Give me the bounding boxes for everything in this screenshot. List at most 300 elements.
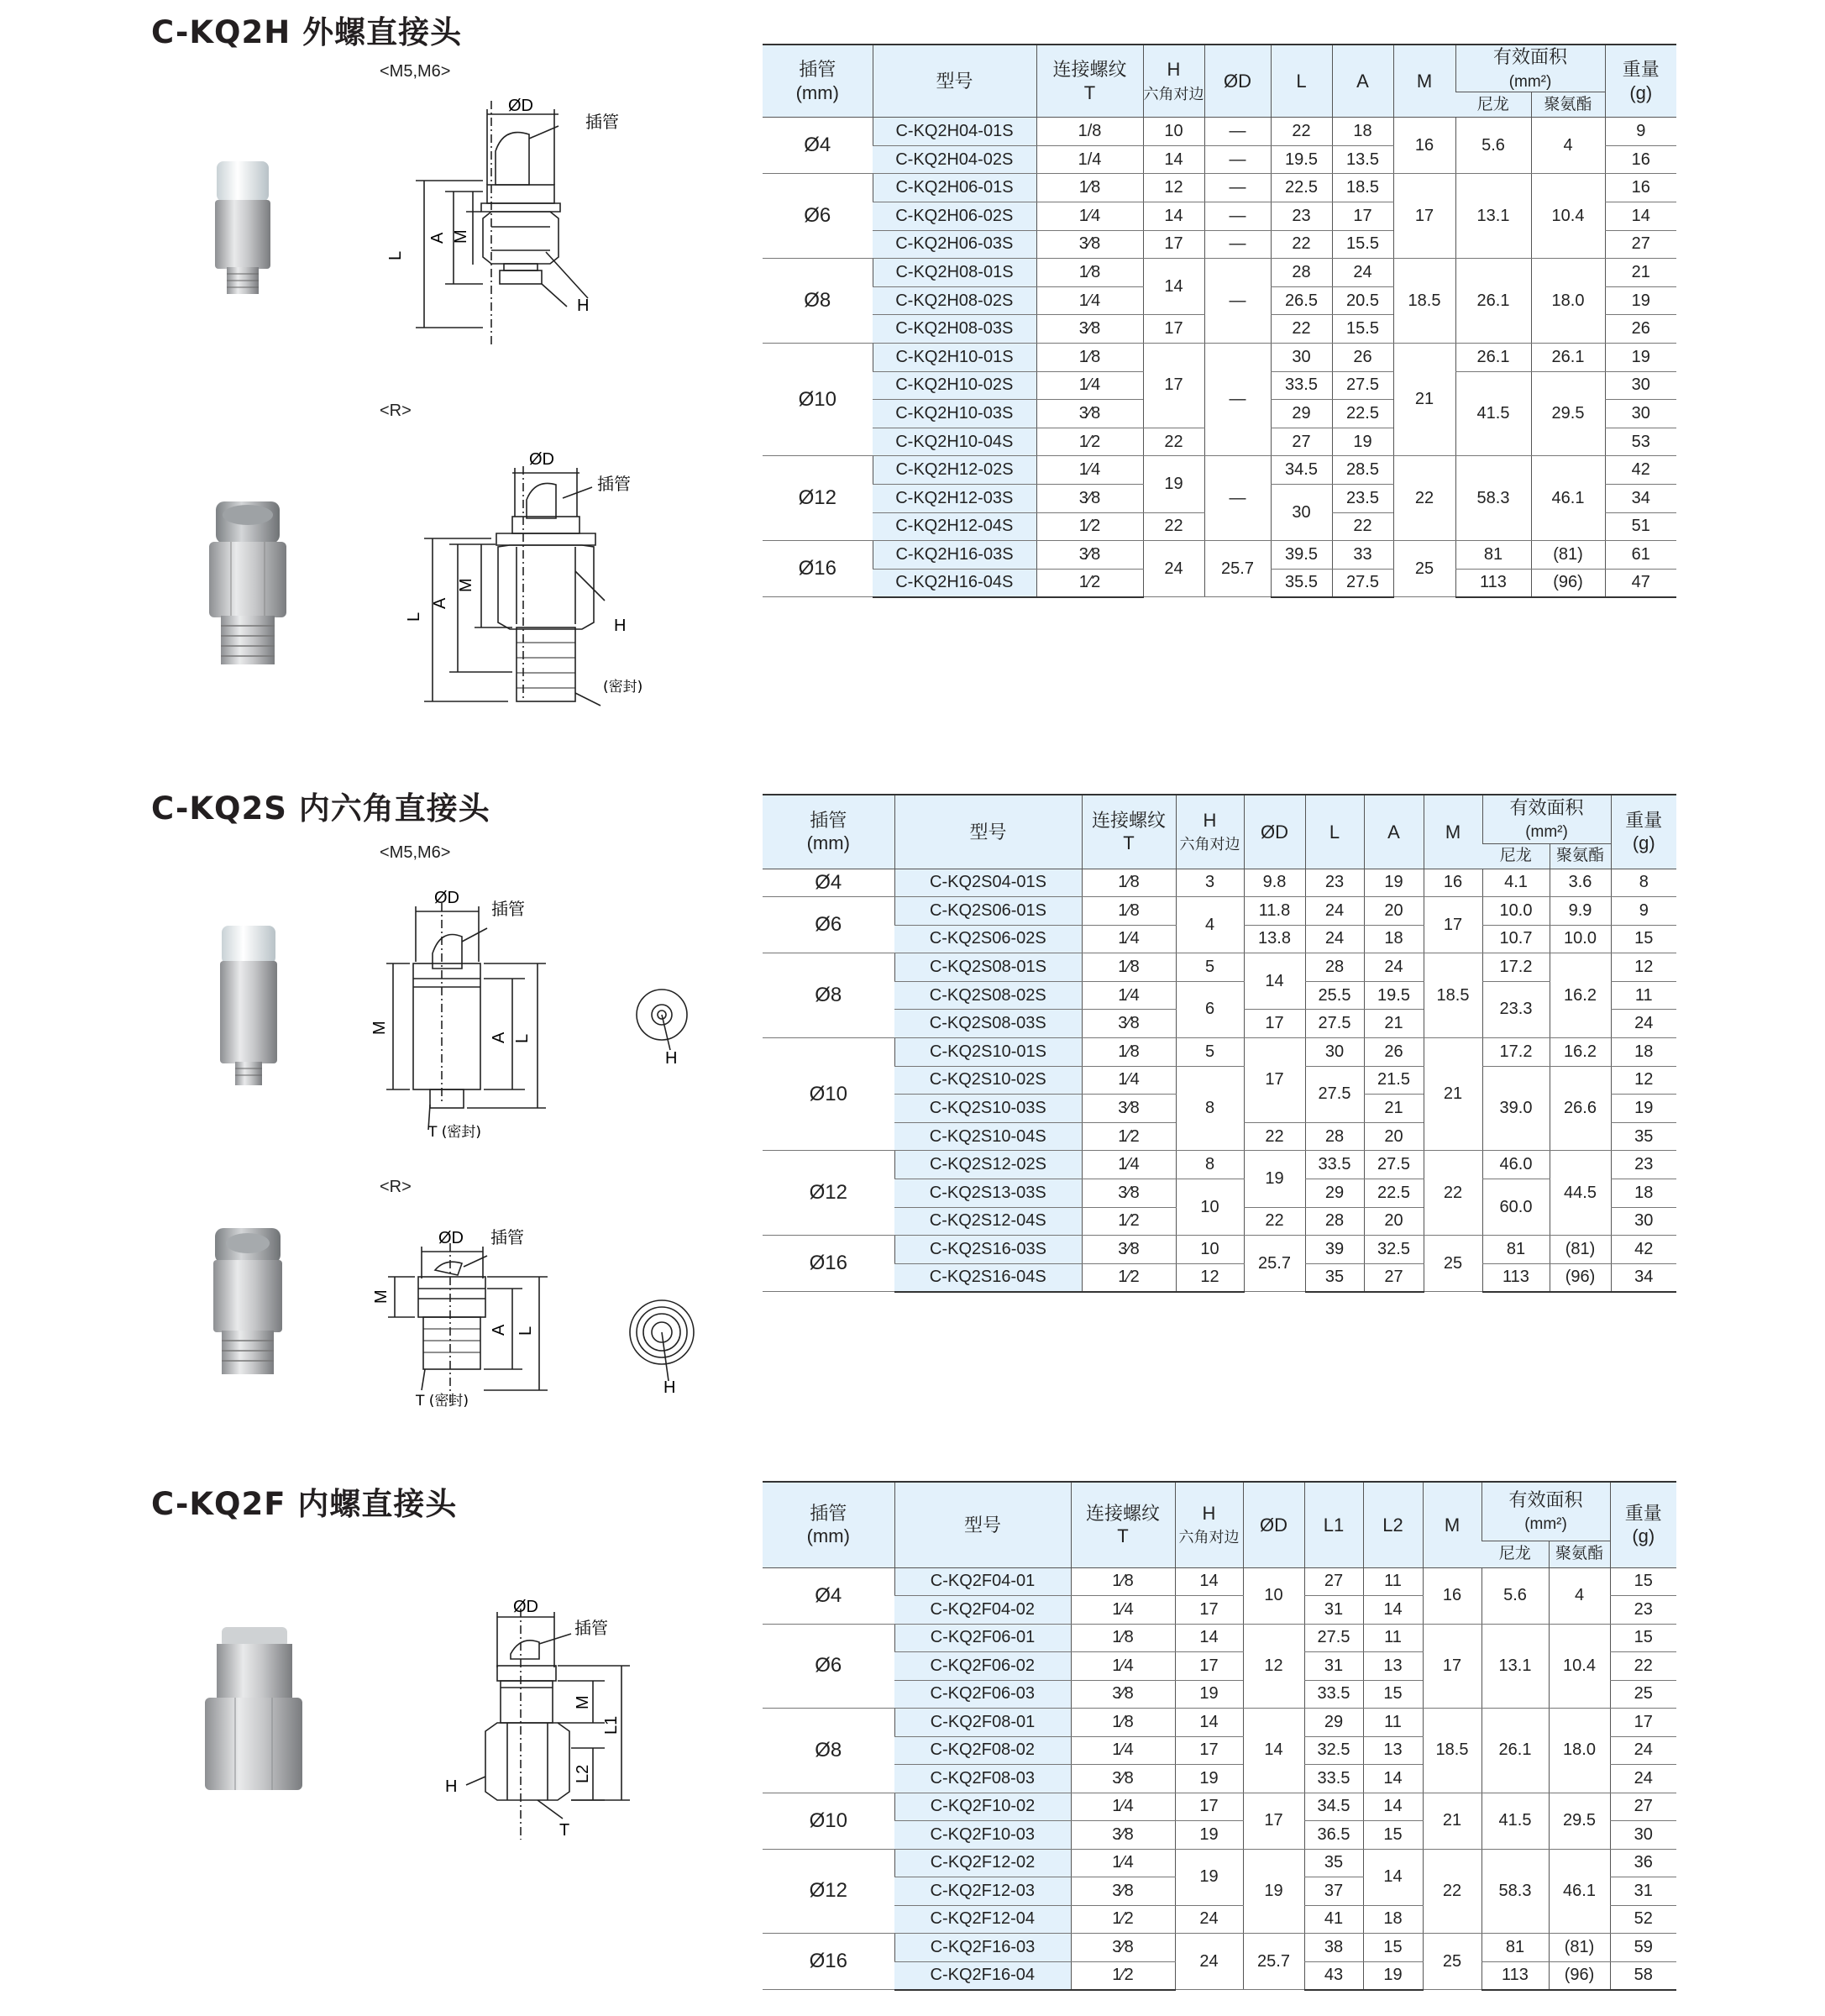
table-cell: 27 (1605, 230, 1676, 259)
fitting-photo-kq2s-r (210, 1226, 286, 1378)
table-cell: 17 (1143, 344, 1204, 428)
table-cell: 23 (1610, 1596, 1676, 1625)
header-thread: 连接螺纹 T (1082, 795, 1176, 869)
table-cell: 3⁄8 (1071, 1877, 1175, 1906)
table-cell: 36.5 (1304, 1821, 1363, 1850)
table-cell: 14 (1143, 259, 1204, 315)
table-cell: 1⁄8 (1071, 1567, 1175, 1596)
table-cell: 10.4 (1549, 1624, 1610, 1709)
table-cell: — (1204, 202, 1271, 231)
table-cell: 24 (1143, 541, 1204, 597)
table-cell: Ø12 (763, 1849, 894, 1934)
table-row (763, 1263, 1676, 1292)
table-cell: Ø10 (763, 344, 873, 456)
table-cell: 35 (1611, 1122, 1676, 1151)
table-cell: 1/4 (1036, 145, 1143, 174)
table-cell: 14 (1143, 145, 1204, 174)
label-seal: (密封) (603, 679, 643, 696)
table-cell: 1⁄2 (1036, 512, 1143, 541)
table-cell: 25 (1423, 1934, 1482, 1990)
header-weight: 重量 (g) (1605, 45, 1676, 118)
table-cell: 46.0 (1482, 1151, 1550, 1179)
table-cell: 27 (1271, 428, 1332, 456)
header-polyurethane: 聚氨酯 (1550, 843, 1611, 869)
table-row (763, 869, 1676, 897)
table-cell: 19 (1175, 1821, 1243, 1850)
table-cell: 11 (1611, 981, 1676, 1010)
table-cell: 58.3 (1455, 456, 1531, 541)
table-cell: 1⁄2 (1082, 1263, 1176, 1292)
table-cell: 4 (1531, 118, 1605, 174)
header-nylon: 尼龙 (1455, 92, 1531, 118)
table-cell: 81 (1455, 541, 1531, 570)
table-cell: 1⁄4 (1071, 1596, 1175, 1625)
fitting-photo-kq2h-r (206, 500, 290, 668)
table-cell: 30 (1605, 400, 1676, 428)
table-cell: 39.0 (1482, 1066, 1550, 1151)
table-cell: 17 (1175, 1793, 1243, 1821)
model-cell: C-KQ2H10-02S (873, 371, 1036, 400)
table-cell: 19 (1244, 1151, 1305, 1207)
table-cell: 17 (1244, 1038, 1305, 1123)
table-cell: 21.5 (1364, 1066, 1424, 1095)
model-cell: C-KQ2H16-04S (873, 569, 1036, 597)
header-tube: 插管 (mm) (763, 795, 894, 869)
table-cell: 11 (1363, 1624, 1423, 1652)
header-a: A (1364, 795, 1424, 869)
table-cell: 14 (1363, 1765, 1423, 1793)
table-cell: 43 (1304, 1961, 1363, 1990)
table-cell: 31 (1304, 1652, 1363, 1681)
table-cell: 17 (1332, 202, 1393, 231)
table-cell: 14 (1363, 1849, 1423, 1905)
header-od: ØD (1243, 1482, 1304, 1567)
table-cell: 19 (1243, 1849, 1304, 1934)
label-od: ØD (529, 450, 554, 469)
table-cell: 12 (1176, 1263, 1244, 1292)
table-cell: 3⁄8 (1071, 1934, 1175, 1962)
model-cell: C-KQ2H08-02S (873, 286, 1036, 315)
table-cell: 21 (1364, 1095, 1424, 1123)
table-cell: 18.5 (1423, 1709, 1482, 1793)
table-cell: 22.5 (1271, 174, 1332, 202)
label-m: M (370, 1021, 389, 1035)
table-cell: 12 (1143, 174, 1204, 202)
label-tube: 插管 (490, 1227, 524, 1247)
model-cell: C-KQ2F10-02 (894, 1793, 1071, 1821)
header-l: L (1271, 45, 1332, 118)
header-hex: H 六角对边 (1175, 1482, 1243, 1567)
table-cell: 3⁄8 (1036, 541, 1143, 570)
table-cell: 22 (1271, 118, 1332, 146)
table-cell: 28 (1305, 953, 1364, 982)
table-cell: 10 (1143, 118, 1204, 146)
table-cell: 33.5 (1304, 1765, 1363, 1793)
table-cell: (81) (1550, 1236, 1611, 1264)
fitting-photo-kq2h-m5 (210, 160, 277, 302)
table-cell: 60.0 (1482, 1179, 1550, 1236)
table-cell: 27 (1610, 1793, 1676, 1821)
header-a: A (1332, 45, 1393, 118)
table-cell: 46.1 (1531, 456, 1605, 541)
table-cell: 23 (1305, 869, 1364, 897)
model-cell: C-KQ2H12-03S (873, 484, 1036, 512)
label-m: M (452, 229, 470, 244)
table-cell: 3⁄8 (1082, 1010, 1176, 1038)
table-cell: 21 (1605, 259, 1676, 287)
table-cell: 17 (1143, 230, 1204, 259)
label-h: H (577, 297, 590, 315)
table-cell: 17 (1143, 315, 1204, 344)
table-cell: 3⁄8 (1082, 1236, 1176, 1264)
table-cell: 3⁄8 (1082, 1179, 1176, 1208)
table-cell: 28 (1271, 259, 1332, 287)
table-cell: 16 (1423, 1567, 1482, 1624)
table-cell: 35.5 (1271, 569, 1332, 597)
label-tube: 插管 (574, 1618, 608, 1638)
table-cell: 1⁄8 (1071, 1709, 1175, 1737)
table-cell: 34 (1611, 1263, 1676, 1292)
table-cell: — (1204, 145, 1271, 174)
table-cell: 4 (1176, 897, 1244, 953)
table-cell: (81) (1531, 541, 1605, 570)
table-row (763, 541, 1676, 570)
table-cell: 25 (1393, 541, 1455, 597)
table-cell: 29 (1304, 1709, 1363, 1737)
label-l1: L1 (602, 1715, 621, 1735)
model-cell: C-KQ2F06-01 (894, 1624, 1071, 1652)
table-cell: 1⁄4 (1036, 202, 1143, 231)
table-cell: 18 (1611, 1038, 1676, 1067)
table-cell: 26.1 (1455, 344, 1531, 372)
model-cell: C-KQ2H06-02S (873, 202, 1036, 231)
table-cell: 14 (1175, 1624, 1243, 1652)
table-row (763, 953, 1676, 982)
table-cell: 35 (1305, 1263, 1364, 1292)
model-cell: C-KQ2F08-01 (894, 1709, 1071, 1737)
header-l: L (1305, 795, 1364, 869)
table-cell: 18 (1363, 1905, 1423, 1934)
table-cell: 5.6 (1455, 118, 1531, 174)
table-cell: 26.1 (1482, 1709, 1549, 1793)
table-cell: 1⁄4 (1082, 1151, 1176, 1179)
table-cell: 44.5 (1550, 1151, 1611, 1236)
table-cell: 3⁄8 (1036, 400, 1143, 428)
model-cell: C-KQ2F16-04 (894, 1961, 1071, 1990)
table-cell: 14 (1363, 1793, 1423, 1821)
header-thread: 连接螺纹 T (1036, 45, 1143, 118)
table-row (763, 1793, 1676, 1821)
variant-label-r: <R> (380, 402, 412, 420)
model-cell: C-KQ2S16-03S (894, 1236, 1082, 1264)
table-row (763, 1151, 1676, 1179)
table-cell: 17 (1175, 1736, 1243, 1765)
table-cell: 19 (1363, 1961, 1423, 1990)
table-cell: 5.6 (1482, 1567, 1549, 1624)
header-od: ØD (1204, 45, 1271, 118)
header-tube: 插管 (mm) (763, 1482, 894, 1567)
table-cell: 16.2 (1550, 953, 1611, 1038)
table-cell: 28 (1305, 1207, 1364, 1236)
table-cell: 30 (1610, 1821, 1676, 1850)
table-row (763, 259, 1676, 287)
table-cell: 14 (1243, 1709, 1304, 1793)
table-cell: 42 (1611, 1236, 1676, 1264)
label-l: L (405, 612, 423, 622)
table-cell: 21 (1423, 1793, 1482, 1849)
table-cell: 20.5 (1332, 286, 1393, 315)
header-m: M (1424, 795, 1482, 869)
table-cell: 22 (1423, 1849, 1482, 1934)
table-cell: 15 (1611, 925, 1676, 953)
header-m: M (1423, 1482, 1482, 1567)
table-cell: 1⁄4 (1071, 1793, 1175, 1821)
label-seal: T (密封) (416, 1393, 469, 1410)
table-cell: 12 (1611, 1066, 1676, 1095)
table-cell: 19 (1175, 1680, 1243, 1709)
table-cell: 26.6 (1550, 1066, 1611, 1151)
table-cell: 1⁄4 (1082, 1066, 1176, 1095)
model-cell: C-KQ2S10-04S (894, 1122, 1082, 1151)
variant-label-m5m6: <M5,M6> (380, 62, 451, 81)
table-cell: 11 (1363, 1567, 1423, 1596)
table-cell: 14 (1143, 202, 1204, 231)
header-area: 有效面积 (mm²) (1455, 45, 1605, 92)
label-m: M (574, 1695, 592, 1709)
table-cell: 29 (1305, 1179, 1364, 1208)
model-cell: C-KQ2F04-01 (894, 1567, 1071, 1596)
table-cell: 22 (1143, 428, 1204, 456)
table-cell: 20 (1364, 1207, 1424, 1236)
table-cell: 81 (1482, 1236, 1550, 1264)
table-cell: 24 (1175, 1934, 1243, 1990)
header-l2: L2 (1363, 1482, 1423, 1567)
table-cell: 19 (1611, 1095, 1676, 1123)
table-cell: 24 (1305, 925, 1364, 953)
table-cell: 10 (1176, 1179, 1244, 1236)
table-cell: 25.7 (1204, 541, 1271, 597)
table-cell: 6 (1176, 981, 1244, 1037)
label-od: ØD (438, 1229, 464, 1247)
header-model: 型号 (894, 795, 1082, 869)
table-cell: 30 (1271, 344, 1332, 372)
table-cell: 41 (1304, 1905, 1363, 1934)
table-cell: 33.5 (1305, 1151, 1364, 1179)
table-cell: 25 (1610, 1680, 1676, 1709)
table-row (763, 174, 1676, 202)
table-row (763, 1849, 1676, 1877)
table-cell: 17 (1424, 897, 1482, 953)
section-title-kq2h: C-KQ2H 外螺直接头 (151, 14, 463, 50)
table-cell: 1⁄2 (1082, 1207, 1176, 1236)
table-cell: 17 (1175, 1596, 1243, 1625)
model-cell: C-KQ2S12-04S (894, 1207, 1082, 1236)
model-cell: C-KQ2H06-01S (873, 174, 1036, 202)
table-cell: 51 (1605, 512, 1676, 541)
table-cell: 1⁄8 (1036, 344, 1143, 372)
table-cell: — (1204, 259, 1271, 344)
table-cell: 47 (1605, 569, 1676, 597)
label-od: ØD (508, 97, 533, 115)
table-cell: 8 (1611, 869, 1676, 897)
table-cell: 52 (1610, 1905, 1676, 1934)
table-cell: 10.0 (1482, 897, 1550, 926)
model-cell: C-KQ2H08-01S (873, 259, 1036, 287)
table-cell: 26.5 (1271, 286, 1332, 315)
table-cell: 25.7 (1244, 1236, 1305, 1292)
model-cell: C-KQ2F08-03 (894, 1765, 1071, 1793)
label-t: T (559, 1821, 570, 1840)
table-cell: 29.5 (1549, 1793, 1610, 1849)
table-cell: 26 (1364, 1038, 1424, 1067)
label-od: ØD (434, 889, 459, 907)
table-cell: 1⁄2 (1082, 1122, 1176, 1151)
table-cell: 1⁄4 (1036, 456, 1143, 485)
table-cell: 22.5 (1332, 400, 1393, 428)
table-cell: 39 (1305, 1236, 1364, 1264)
label-od: ØD (513, 1598, 538, 1616)
table-cell: — (1204, 456, 1271, 541)
label-m: M (372, 1289, 391, 1304)
model-cell: C-KQ2F08-02 (894, 1736, 1071, 1765)
table-cell: 11 (1363, 1709, 1423, 1737)
table-cell: 1⁄8 (1082, 953, 1176, 982)
table-cell: 16 (1393, 118, 1455, 174)
table-cell: Ø6 (763, 174, 873, 259)
model-cell: C-KQ2H08-03S (873, 315, 1036, 344)
table-cell: 3⁄8 (1071, 1821, 1175, 1850)
table-cell: 33.5 (1304, 1680, 1363, 1709)
label-l2: L2 (574, 1764, 592, 1783)
model-cell: C-KQ2F10-03 (894, 1821, 1071, 1850)
table-cell: Ø4 (763, 869, 894, 897)
table-cell: 1⁄2 (1071, 1905, 1175, 1934)
table-cell: Ø8 (763, 259, 873, 344)
table-cell: 18.0 (1531, 259, 1605, 344)
table-cell: 8 (1176, 1151, 1244, 1179)
table-cell: — (1204, 230, 1271, 259)
model-cell: C-KQ2S13-03S (894, 1179, 1082, 1208)
fitting-photo-kq2s-m5 (217, 924, 284, 1088)
table-cell: 30 (1611, 1207, 1676, 1236)
table-cell: 12 (1243, 1624, 1304, 1709)
table-cell: 3 (1176, 869, 1244, 897)
table-cell: 19 (1175, 1849, 1243, 1905)
header-hex: H 六角对边 (1143, 45, 1204, 118)
table-cell: 1⁄4 (1036, 286, 1143, 315)
table-cell: 18 (1364, 925, 1424, 953)
table-cell: Ø12 (763, 1151, 894, 1236)
table-cell: 33.5 (1271, 371, 1332, 400)
table-cell: 17.2 (1482, 1038, 1550, 1067)
label-tube: 插管 (491, 899, 525, 919)
table-cell: 19 (1605, 286, 1676, 315)
table-cell: 13 (1363, 1736, 1423, 1765)
label-h: H (614, 617, 627, 635)
table-cell: 113 (1482, 1263, 1550, 1292)
table-cell: 10 (1243, 1567, 1304, 1624)
table-cell: 15 (1363, 1680, 1423, 1709)
section-title-kq2s: C-KQ2S 内六角直接头 (151, 790, 490, 827)
table-cell: 34.5 (1271, 456, 1332, 485)
table-cell: 1⁄8 (1036, 174, 1143, 202)
header-nylon: 尼龙 (1482, 1541, 1549, 1567)
table-cell: 17 (1393, 174, 1455, 259)
table-cell: 13 (1363, 1652, 1423, 1681)
table-cell: 27.5 (1305, 1066, 1364, 1122)
model-cell: C-KQ2S16-04S (894, 1263, 1082, 1292)
table-cell: — (1204, 174, 1271, 202)
table-cell: 1⁄8 (1082, 897, 1176, 926)
label-l: L (517, 1326, 535, 1336)
label-l: L (386, 250, 405, 260)
model-cell: C-KQ2S08-01S (894, 953, 1082, 982)
header-model: 型号 (873, 45, 1036, 118)
table-cell: 9 (1605, 118, 1676, 146)
table-cell: 1⁄8 (1082, 869, 1176, 897)
table-cell: 23.5 (1332, 484, 1393, 512)
label-h: H (663, 1378, 676, 1397)
table-cell: 10 (1176, 1236, 1244, 1264)
variant-label-m5m6: <M5,M6> (380, 843, 451, 862)
table-cell: 18 (1332, 118, 1393, 146)
table-cell: 27.5 (1332, 371, 1393, 400)
header-tube: 插管 (mm) (763, 45, 873, 118)
model-cell: C-KQ2H10-03S (873, 400, 1036, 428)
table-cell: 37 (1304, 1877, 1363, 1906)
table-cell: 9.9 (1550, 897, 1611, 926)
table-cell: 14 (1175, 1709, 1243, 1737)
dimension-drawing-kq2s-r (370, 1210, 554, 1420)
table-cell: 16 (1424, 869, 1482, 897)
table-cell: 1/8 (1036, 118, 1143, 146)
table-cell: 18 (1611, 1179, 1676, 1208)
table-cell: Ø6 (763, 1624, 894, 1709)
table-cell: 14 (1244, 953, 1305, 1010)
table-cell: 3.6 (1550, 869, 1611, 897)
header-m: M (1393, 45, 1455, 118)
table-cell: 27.5 (1304, 1624, 1363, 1652)
table-cell: 19 (1364, 869, 1424, 897)
table-cell: (81) (1549, 1934, 1610, 1962)
end-view-kq2s-m5 (632, 983, 716, 1075)
label-h: H (665, 1049, 678, 1068)
table-cell: 18.0 (1549, 1709, 1610, 1793)
header-thread: 连接螺纹 T (1071, 1482, 1175, 1567)
label-tube: 插管 (597, 474, 631, 494)
model-cell: C-KQ2S10-01S (894, 1038, 1082, 1067)
header-area: 有效面积 (mm²) (1482, 1482, 1610, 1541)
header-hex: H 六角对边 (1176, 795, 1244, 869)
header-polyurethane: 聚氨酯 (1531, 92, 1605, 118)
table-cell: 10.4 (1531, 174, 1605, 259)
model-cell: C-KQ2H10-04S (873, 428, 1036, 456)
table-cell: 58.3 (1482, 1849, 1549, 1934)
table-cell: 19 (1175, 1765, 1243, 1793)
table-cell: 28.5 (1332, 456, 1393, 485)
table-cell: 13.1 (1455, 174, 1531, 259)
table-cell: 26.1 (1531, 344, 1605, 372)
dimension-drawing-kq2h-m5 (382, 92, 619, 361)
table-cell: 22 (1332, 512, 1393, 541)
label-a: A (490, 1324, 508, 1336)
table-cell: 38 (1304, 1934, 1363, 1962)
table-cell: 34 (1605, 484, 1676, 512)
model-cell: C-KQ2H06-03S (873, 230, 1036, 259)
table-cell: Ø16 (763, 541, 873, 597)
table-cell: 34.5 (1304, 1793, 1363, 1821)
table-cell: 15.5 (1332, 230, 1393, 259)
